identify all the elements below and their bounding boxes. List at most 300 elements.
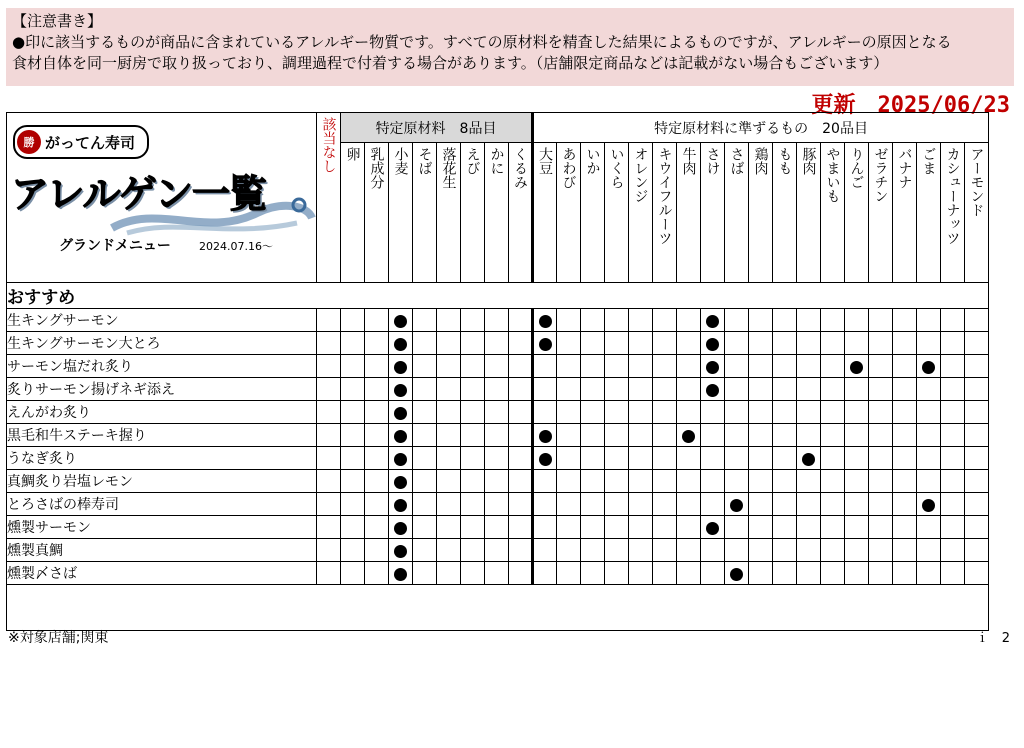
table-row <box>7 424 989 447</box>
allergen-cell <box>677 562 701 585</box>
contains-mark-icon <box>802 453 815 466</box>
allergen-cell <box>701 516 725 539</box>
contains-mark-icon <box>394 407 407 420</box>
allergen-cell <box>485 378 509 401</box>
allergen-cell <box>341 516 365 539</box>
allergen-cell <box>437 355 461 378</box>
allergen-cell <box>701 378 725 401</box>
allergen-cell <box>677 378 701 401</box>
allergen-cell <box>773 562 797 585</box>
allergen-cell <box>413 309 437 332</box>
allergen-label: ごま <box>920 147 937 175</box>
allergen-cell <box>557 332 581 355</box>
allergen-cell <box>653 493 677 516</box>
allergen-cell <box>941 332 965 355</box>
allergen-label: 小麦 <box>392 147 409 175</box>
menu-item-name: 燻製〆さば <box>7 562 317 585</box>
allergen-cell <box>893 470 917 493</box>
allergen-cell <box>389 378 413 401</box>
allergen-cell <box>797 309 821 332</box>
allergen-header <box>821 143 845 283</box>
allergen-cell <box>461 516 485 539</box>
allergen-cell <box>797 447 821 470</box>
allergen-header <box>917 143 941 283</box>
allergen-header <box>533 143 557 283</box>
allergen-cell <box>965 493 989 516</box>
contains-mark-icon <box>706 338 719 351</box>
allergen-cell <box>821 562 845 585</box>
allergen-cell <box>581 424 605 447</box>
allergen-cell <box>485 309 509 332</box>
allergen-cell <box>389 401 413 424</box>
allergen-cell <box>869 309 893 332</box>
allergen-label: そば <box>416 147 433 175</box>
contains-mark-icon <box>706 384 719 397</box>
contains-mark-icon <box>394 568 407 581</box>
allergen-cell <box>509 447 533 470</box>
allergen-cell <box>869 539 893 562</box>
allergen-cell <box>725 447 749 470</box>
allergen-cell <box>965 332 989 355</box>
allergen-cell <box>773 493 797 516</box>
allergen-cell <box>821 424 845 447</box>
menu-item-name: 生キングサーモン <box>7 309 317 332</box>
allergen-cell <box>341 562 365 585</box>
notice-line-1: ●印に該当するものが商品に含まれているアレルギー物質です。すべての原材料を精査した結果によるものですが、アレルギーの原因となる <box>12 33 952 51</box>
allergen-cell <box>749 332 773 355</box>
allergen-cell <box>941 493 965 516</box>
allergen-cell <box>725 539 749 562</box>
allergen-cell <box>677 493 701 516</box>
allergen-cell <box>965 516 989 539</box>
allergen-cell <box>653 309 677 332</box>
allergen-cell <box>845 424 869 447</box>
allergen-cell <box>941 309 965 332</box>
allergen-cell <box>701 424 725 447</box>
allergen-cell <box>533 424 557 447</box>
allergen-cell <box>533 355 557 378</box>
allergen-cell <box>365 539 389 562</box>
allergen-cell <box>581 470 605 493</box>
allergen-header <box>653 143 677 283</box>
allergen-cell <box>941 562 965 585</box>
menu-item-name: 燻製サーモン <box>7 516 317 539</box>
allergen-cell <box>965 470 989 493</box>
allergen-label: 卵 <box>344 147 361 161</box>
allergen-cell <box>629 401 653 424</box>
allergen-cell <box>533 309 557 332</box>
allergen-cell <box>413 493 437 516</box>
allergen-cell <box>821 355 845 378</box>
contains-mark-icon <box>922 361 935 374</box>
page-number: ｉ 2 <box>975 631 1010 646</box>
allergen-cell <box>749 447 773 470</box>
allergen-cell <box>509 355 533 378</box>
allergen-header <box>509 143 533 283</box>
allergen-cell <box>845 355 869 378</box>
allergen-cell <box>509 378 533 401</box>
allergen-cell <box>605 401 629 424</box>
allergen-cell <box>485 447 509 470</box>
contains-mark-icon <box>394 430 407 443</box>
allergen-cell <box>629 378 653 401</box>
menu-item-name: うなぎ炙り <box>7 447 317 470</box>
allergen-cell <box>677 332 701 355</box>
allergen-cell <box>749 424 773 447</box>
empty-row <box>7 585 989 631</box>
allergen-header <box>437 143 461 283</box>
allergen-header <box>629 143 653 283</box>
allergen-cell <box>701 539 725 562</box>
table-row <box>7 516 989 539</box>
allergen-label: あわび <box>560 147 577 189</box>
allergen-cell <box>509 424 533 447</box>
menu-name: グランドメニュー <box>59 238 171 254</box>
allergen-cell <box>701 309 725 332</box>
allergen-cell <box>413 447 437 470</box>
allergen-cell <box>725 493 749 516</box>
allergen-cell <box>893 562 917 585</box>
allergen-label: キウイフルーツ <box>656 147 673 245</box>
allergen-label: さば <box>728 147 745 175</box>
updated-date: 更新 2025/06/23 <box>811 93 1010 118</box>
allergen-cell <box>557 562 581 585</box>
allergen-cell <box>653 424 677 447</box>
allergen-cell <box>701 447 725 470</box>
allergen-cell <box>629 470 653 493</box>
specific-group-header: 特定原材料 8品目 <box>341 113 533 143</box>
contains-mark-icon <box>394 338 407 351</box>
allergen-header <box>725 143 749 283</box>
allergen-cell <box>869 562 893 585</box>
allergen-cell <box>941 539 965 562</box>
none-cell <box>317 309 341 332</box>
allergen-cell <box>725 332 749 355</box>
allergen-header <box>461 143 485 283</box>
allergen-label: ゼラチン <box>872 147 889 203</box>
allergen-cell <box>749 378 773 401</box>
table-row <box>7 378 989 401</box>
allergen-cell <box>413 378 437 401</box>
allergen-label: いくら <box>608 147 625 189</box>
allergen-cell <box>869 516 893 539</box>
allergen-cell <box>893 332 917 355</box>
allergen-cell <box>821 539 845 562</box>
allergen-cell <box>701 470 725 493</box>
allergen-cell <box>965 539 989 562</box>
allergen-cell <box>941 401 965 424</box>
allergen-cell <box>509 493 533 516</box>
none-cell <box>317 493 341 516</box>
allergen-cell <box>725 470 749 493</box>
allergen-cell <box>917 332 941 355</box>
allergen-cell <box>773 470 797 493</box>
allergen-cell <box>557 424 581 447</box>
allergen-cell <box>869 470 893 493</box>
contains-mark-icon <box>394 315 407 328</box>
allergen-cell <box>629 539 653 562</box>
allergen-header <box>773 143 797 283</box>
allergen-cell <box>509 562 533 585</box>
allergen-table <box>6 112 989 631</box>
allergen-cell <box>845 470 869 493</box>
allergen-cell <box>893 493 917 516</box>
allergen-cell <box>917 309 941 332</box>
allergen-cell <box>605 516 629 539</box>
allergen-cell <box>413 355 437 378</box>
allergen-cell <box>773 539 797 562</box>
allergen-cell <box>485 424 509 447</box>
none-cell <box>317 562 341 585</box>
allergen-cell <box>533 516 557 539</box>
allergen-cell <box>437 332 461 355</box>
allergen-cell <box>605 355 629 378</box>
allergen-cell <box>653 562 677 585</box>
allergen-cell <box>917 447 941 470</box>
allergen-cell <box>749 516 773 539</box>
allergen-cell <box>917 355 941 378</box>
allergen-cell <box>869 447 893 470</box>
allergen-cell <box>797 539 821 562</box>
allergen-header <box>485 143 509 283</box>
allergen-cell <box>773 309 797 332</box>
allergen-cell <box>845 309 869 332</box>
contains-mark-icon <box>394 522 407 535</box>
brand-emblem-icon <box>17 130 41 154</box>
table-row <box>7 401 989 424</box>
allergen-cell <box>917 424 941 447</box>
allergen-cell <box>797 378 821 401</box>
contains-mark-icon <box>706 361 719 374</box>
allergen-cell <box>653 332 677 355</box>
allergen-cell <box>605 493 629 516</box>
allergen-cell <box>437 516 461 539</box>
contains-mark-icon <box>730 568 743 581</box>
allergen-cell <box>797 516 821 539</box>
allergen-header <box>605 143 629 283</box>
allergen-cell <box>557 378 581 401</box>
allergen-cell <box>845 562 869 585</box>
allergen-cell <box>941 378 965 401</box>
allergen-cell <box>845 516 869 539</box>
allergen-cell <box>365 447 389 470</box>
allergen-cell <box>485 562 509 585</box>
allergen-cell <box>413 539 437 562</box>
allergen-cell <box>725 355 749 378</box>
allergen-cell <box>821 378 845 401</box>
allergen-cell <box>605 447 629 470</box>
allergen-label: かに <box>488 147 505 175</box>
allergen-cell <box>773 447 797 470</box>
allergen-cell <box>725 401 749 424</box>
allergen-cell <box>677 516 701 539</box>
allergen-cell <box>821 447 845 470</box>
allergen-cell <box>581 378 605 401</box>
allergen-cell <box>845 378 869 401</box>
allergen-cell <box>485 539 509 562</box>
none-cell <box>317 470 341 493</box>
allergen-header <box>413 143 437 283</box>
allergen-cell <box>413 470 437 493</box>
allergen-cell <box>485 401 509 424</box>
allergen-cell <box>725 562 749 585</box>
allergen-cell <box>557 470 581 493</box>
allergen-cell <box>365 332 389 355</box>
menu-date: 2024.07.16～ <box>199 240 273 253</box>
allergen-cell <box>749 470 773 493</box>
allergen-cell <box>533 378 557 401</box>
none-cell <box>317 447 341 470</box>
allergen-cell <box>437 424 461 447</box>
allergen-cell <box>341 424 365 447</box>
allergen-cell <box>557 401 581 424</box>
allergen-cell <box>845 401 869 424</box>
allergen-cell <box>917 401 941 424</box>
none-cell <box>317 516 341 539</box>
allergen-cell <box>341 493 365 516</box>
allergen-cell <box>437 401 461 424</box>
allergen-cell <box>965 309 989 332</box>
menu-item-name: 炙りサーモン揚げネギ添え <box>7 378 317 401</box>
allergen-cell <box>917 539 941 562</box>
allergen-cell <box>509 470 533 493</box>
allergen-cell <box>461 447 485 470</box>
allergen-label: やまいも <box>824 147 841 203</box>
allergen-cell <box>413 332 437 355</box>
allergen-cell <box>965 447 989 470</box>
allergen-cell <box>629 447 653 470</box>
allergen-cell <box>677 539 701 562</box>
contains-mark-icon <box>539 430 552 443</box>
allergen-header <box>749 143 773 283</box>
allergen-cell <box>389 424 413 447</box>
allergen-cell <box>653 401 677 424</box>
allergen-cell <box>509 309 533 332</box>
allergen-cell <box>773 378 797 401</box>
allergen-cell <box>893 516 917 539</box>
allergen-cell <box>389 539 413 562</box>
none-cell <box>317 424 341 447</box>
allergen-cell <box>509 401 533 424</box>
allergen-cell <box>509 516 533 539</box>
allergen-cell <box>581 493 605 516</box>
allergen-cell <box>941 447 965 470</box>
allergen-cell <box>917 378 941 401</box>
allergen-cell <box>773 401 797 424</box>
allergen-cell <box>509 539 533 562</box>
allergen-cell <box>749 401 773 424</box>
allergen-cell <box>581 355 605 378</box>
brand-name: がってん寿司 <box>45 133 136 152</box>
allergen-cell <box>701 562 725 585</box>
allergen-cell <box>485 355 509 378</box>
section-title: おすすめ <box>7 283 989 309</box>
allergen-cell <box>533 539 557 562</box>
allergen-cell <box>341 447 365 470</box>
allergen-cell <box>461 539 485 562</box>
table-row <box>7 332 989 355</box>
allergen-cell <box>341 539 365 562</box>
allergen-cell <box>773 516 797 539</box>
allergen-cell <box>725 378 749 401</box>
allergen-cell <box>821 516 845 539</box>
allergen-cell <box>965 562 989 585</box>
allergen-cell <box>533 562 557 585</box>
allergen-cell <box>677 401 701 424</box>
allergen-cell <box>389 355 413 378</box>
contains-mark-icon <box>394 384 407 397</box>
allergen-cell <box>797 470 821 493</box>
allergen-cell <box>629 332 653 355</box>
allergen-cell <box>581 401 605 424</box>
allergen-cell <box>677 355 701 378</box>
allergen-cell <box>341 378 365 401</box>
allergen-cell <box>461 470 485 493</box>
contains-mark-icon <box>706 522 719 535</box>
allergen-cell <box>605 539 629 562</box>
allergen-label: さけ <box>704 147 721 175</box>
allergen-label: カシューナッツ <box>944 147 961 245</box>
allergen-cell <box>893 309 917 332</box>
allergen-cell <box>941 355 965 378</box>
allergen-label: バナナ <box>896 147 913 189</box>
allergen-label: いか <box>584 147 601 175</box>
logo-area <box>7 113 317 283</box>
table-row <box>7 309 989 332</box>
notice-line-2: 食材自体を同一厨房で取り扱っており、調理過程で付着する場合があります。（店舗限定商品などは記載がない場合もございます） <box>12 54 889 72</box>
allergen-cell <box>365 516 389 539</box>
allergen-cell <box>629 562 653 585</box>
allergen-cell <box>677 470 701 493</box>
allergen-cell <box>893 378 917 401</box>
allergen-cell <box>533 447 557 470</box>
allergen-header <box>893 143 917 283</box>
allergen-cell <box>773 332 797 355</box>
contains-mark-icon <box>394 545 407 558</box>
allergen-label: 鶏肉 <box>752 147 769 175</box>
allergen-header <box>389 143 413 283</box>
allergen-cell <box>677 447 701 470</box>
contains-mark-icon <box>539 338 552 351</box>
allergen-cell <box>893 539 917 562</box>
allergen-cell <box>749 309 773 332</box>
contains-mark-icon <box>850 361 863 374</box>
allergen-cell <box>941 470 965 493</box>
allergen-label: くるみ <box>512 147 529 189</box>
allergen-cell <box>725 309 749 332</box>
contains-mark-icon <box>539 315 552 328</box>
allergen-cell <box>461 309 485 332</box>
allergen-cell <box>797 424 821 447</box>
allergen-cell <box>845 539 869 562</box>
allergen-cell <box>725 424 749 447</box>
none-applicable-header <box>317 113 341 283</box>
allergen-cell <box>533 470 557 493</box>
contains-mark-icon <box>922 499 935 512</box>
allergen-cell <box>605 332 629 355</box>
allergen-cell <box>701 493 725 516</box>
allergen-cell <box>701 332 725 355</box>
allergen-cell <box>965 378 989 401</box>
allergen-cell <box>749 493 773 516</box>
allergen-cell <box>461 493 485 516</box>
allergen-header <box>845 143 869 283</box>
allergen-cell <box>389 332 413 355</box>
allergen-cell <box>893 424 917 447</box>
allergen-cell <box>893 447 917 470</box>
allergen-cell <box>485 493 509 516</box>
allergen-cell <box>389 493 413 516</box>
